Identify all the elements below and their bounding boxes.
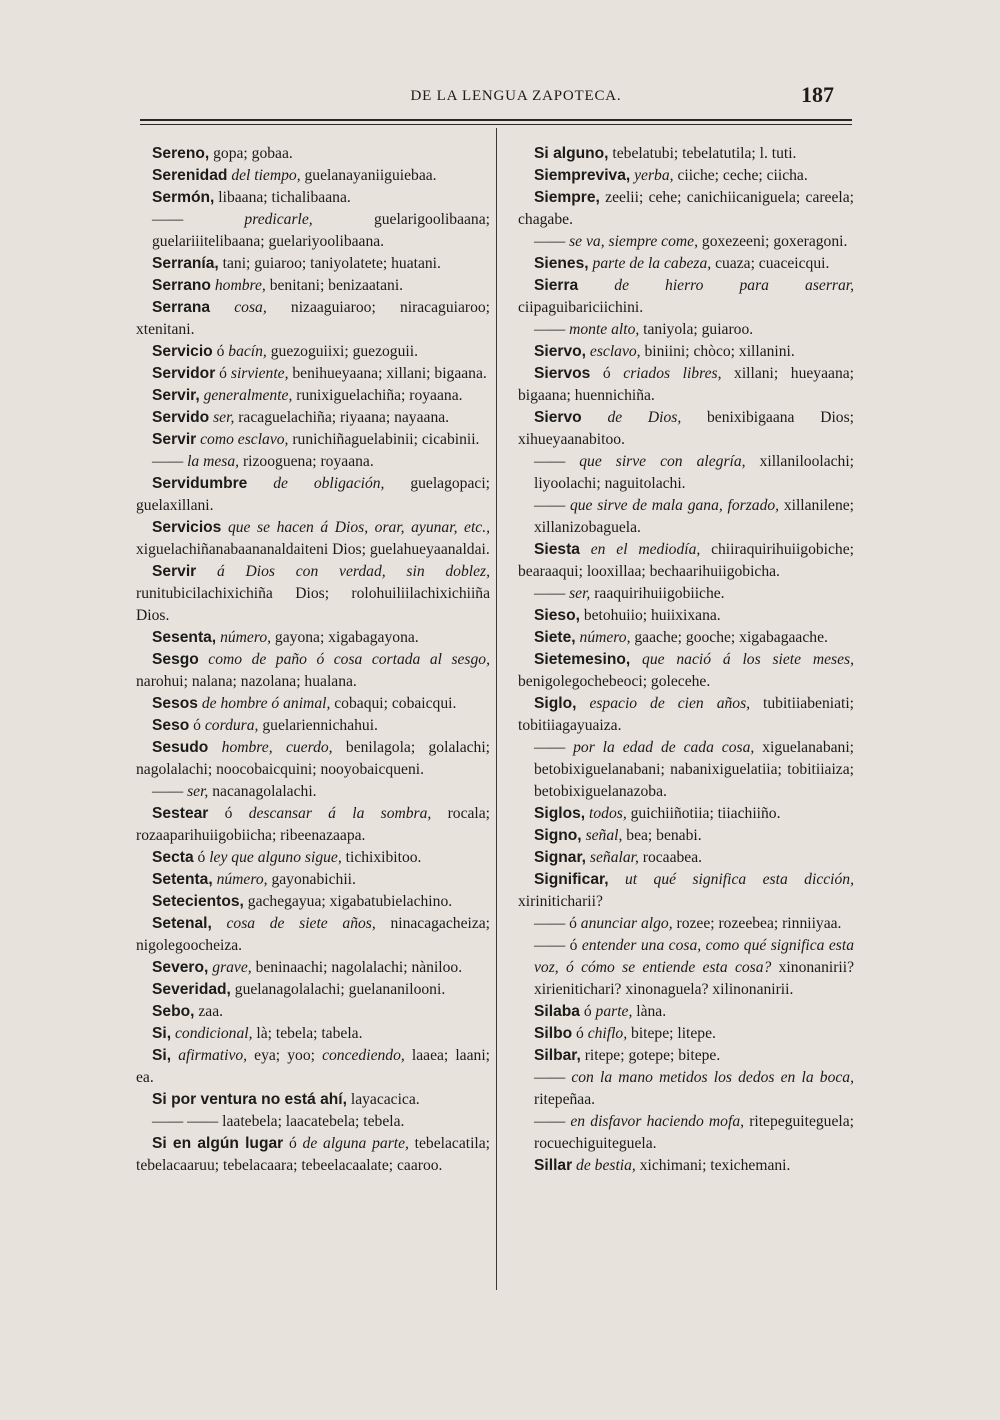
dictionary-entry (136, 209, 490, 253)
dictionary-entry (518, 1045, 854, 1067)
definition: tubitiiabeniati; tobitiiagayuaiza. (518, 695, 854, 734)
dictionary-entry (136, 957, 490, 979)
gloss: ley que alguno sigue, (209, 849, 342, 866)
definition: xinonanirii? xirienitichari? xinonaguela? xilinonanirii. (534, 959, 854, 998)
connector: —— ó (534, 915, 581, 932)
headword: Servido (152, 409, 210, 426)
headword: Siervo (534, 409, 582, 426)
connector: ó (283, 1135, 303, 1152)
definition: taniyola; guiaroo. (639, 321, 754, 338)
headword: Sesgo (152, 651, 199, 668)
definition: nacanagolalachi. (208, 783, 317, 800)
definition: benihueyaana; xillani; bigaana. (288, 365, 487, 382)
page-header (140, 82, 852, 116)
headword: Si por ventura no está ahí, (152, 1091, 347, 1108)
dictionary-entry (518, 913, 854, 935)
gloss: yerba, (634, 167, 674, 184)
dictionary-entry (136, 143, 490, 165)
definition: runitubicilachixichiña Dios; rolohuiliilachixichiiña Dios. (136, 585, 490, 624)
headword: Sestear (152, 805, 209, 822)
dictionary-entry (518, 165, 854, 187)
connector: ó (572, 1025, 588, 1042)
gloss: la mesa, (187, 453, 240, 470)
dictionary-entry (136, 517, 490, 561)
dictionary-entry (136, 1023, 490, 1045)
gloss: hombre, (214, 277, 266, 294)
headword: Servidumbre (152, 475, 248, 492)
definition: narohui; nalana; nazolana; hualana. (136, 673, 357, 690)
headword: Sesudo (152, 739, 209, 756)
connector (247, 475, 273, 492)
gloss: parte, (595, 1003, 633, 1020)
headword: Servir (152, 563, 197, 580)
headword: Sillar (534, 1157, 573, 1174)
connector (578, 277, 614, 294)
headword: Sienes, (534, 255, 589, 272)
gloss: esclavo, (589, 343, 641, 360)
gloss: ser, (187, 783, 209, 800)
dictionary-entry (136, 187, 490, 209)
gloss: en el mediodía, (590, 541, 701, 558)
definition: xillanilene; xillanizobaguela. (534, 497, 854, 536)
headword: Sietemesino, (534, 651, 631, 668)
gloss: entender una cosa, como qué significa esta voz, ó cómo se entiende esta cosa? (534, 937, 854, 976)
dictionary-entry (518, 1111, 854, 1155)
connector: —— —— (152, 1113, 223, 1130)
definition: xiguelachiñanabaananaldaiteni Dios; guelahueyaanaldai. (136, 541, 490, 558)
dictionary-entry (518, 451, 854, 495)
definition: tichixibitoo. (341, 849, 422, 866)
dictionary-entry (518, 495, 854, 539)
definition: racaguelachiña; riyaana; nayaana. (234, 409, 450, 426)
headword: Sereno, (152, 145, 210, 162)
gloss: que nació á los siete meses, (642, 651, 854, 668)
headword: Signo, (534, 827, 582, 844)
definition: ritepe; gotepe; bitepe. (580, 1047, 721, 1064)
dictionary-entry (518, 627, 854, 649)
page-number: 187 (801, 82, 834, 107)
connector (630, 651, 642, 668)
headword: Silbar, (534, 1047, 581, 1064)
headword: Sesos (152, 695, 198, 712)
connector: —— (534, 739, 574, 756)
dictionary-entry (136, 1089, 490, 1111)
definition: ninacagacheiza; nigolegoocheiza. (136, 915, 490, 954)
headword: Setenta, (152, 871, 213, 888)
dictionary-entry (136, 715, 490, 737)
dictionary-entry (136, 297, 490, 341)
dictionary-entry (518, 363, 854, 407)
connector: ó (193, 849, 210, 866)
dictionary-entry (136, 803, 490, 847)
definition: xiguelanabani; betobixiguelanabani; nabanixiguelatiia; tobitiiaiza; betobixiguelanazoba. (534, 739, 855, 800)
headword: Siempre, (534, 189, 600, 206)
gloss: ser, (213, 409, 235, 426)
dictionary-entry (136, 869, 490, 891)
gloss: con la mano metidos los dedos en la boca, (571, 1069, 854, 1086)
connector (199, 651, 209, 668)
gloss: grave, (212, 959, 252, 976)
gloss: ser, (569, 585, 591, 602)
headword: Si alguno, (534, 145, 609, 162)
dictionary-entry (518, 231, 854, 253)
definition: xiriniticharii? (518, 893, 603, 910)
definition: bitepe; litepe. (627, 1025, 716, 1042)
dictionary-entry (518, 605, 854, 627)
definition: gachegayua; xigabatubielachino. (243, 893, 453, 910)
dictionary-entry (136, 1001, 490, 1023)
headword: Sermón, (152, 189, 215, 206)
gloss: del tiempo, (231, 167, 301, 184)
definition: benitani; benizaatani. (265, 277, 404, 294)
definition: gayonabichii. (267, 871, 356, 888)
gloss: como de paño ó cosa cortada al sesgo, (208, 651, 490, 668)
definition: tebelacatila; tebelacaaruu; tebelacaara; tebeelacaalate; caaroo. (136, 1135, 491, 1174)
gloss: condicional, (174, 1025, 253, 1042)
connector: —— (534, 233, 570, 250)
definition: ritepeguiteguela; rocuechiguiteguela. (534, 1113, 854, 1152)
gloss: que sirve de mala gana, forzado, (569, 497, 780, 514)
dictionary-entry (518, 143, 854, 165)
headword: Sesenta, (152, 629, 217, 646)
headword: Significar, (534, 871, 609, 888)
connector: —— (534, 1113, 571, 1130)
definition: eya; yoo; (247, 1047, 323, 1064)
dictionary-entry (136, 781, 490, 803)
definition: gopa; gobaa. (209, 145, 293, 162)
connector: —— (534, 1069, 572, 1086)
dictionary-entry (518, 935, 854, 1001)
dictionary-entry (136, 363, 490, 385)
dictionary-entry (136, 693, 490, 715)
headword: Siervo, (534, 343, 587, 360)
headword: Serrana (152, 299, 211, 316)
connector: —— (534, 497, 570, 514)
dictionary-entry (518, 803, 854, 825)
connector: —— (152, 211, 245, 228)
definition: ritepeñaa. (534, 1091, 596, 1108)
connector (580, 541, 591, 558)
headword: Si, (152, 1047, 172, 1064)
connector (196, 563, 217, 580)
connector: ó (189, 717, 205, 734)
definition: zaa. (194, 1003, 224, 1020)
definition: tebelatubi; tebelatutila; l. tuti. (608, 145, 797, 162)
headword: Siervos (534, 365, 591, 382)
headword: Sieso, (534, 607, 580, 624)
headword: Servidor (152, 365, 216, 382)
definition: benilagola; golalachi; nagolalachi; noocobaicquini; nooyobaicqueni. (136, 739, 490, 778)
definition: xillaniloolachi; liyoolachi; naguitolachi. (534, 453, 855, 492)
gloss: que se hacen á Dios, orar, ayunar, etc., (227, 519, 490, 536)
headword: Severo, (152, 959, 209, 976)
connector (609, 871, 625, 888)
gloss: bacín, (228, 343, 267, 360)
headword: Sebo, (152, 1003, 195, 1020)
gloss: cordura, (204, 717, 259, 734)
definition: là; tebela; tabela. (252, 1025, 363, 1042)
connector: —— (534, 321, 570, 338)
dictionary-entry (518, 341, 854, 363)
dictionary-entry (518, 825, 854, 847)
gloss: en disfavor haciendo mofa, (570, 1113, 745, 1130)
gloss: señalar, (589, 849, 639, 866)
headword: Severidad, (152, 981, 231, 998)
headword: Siesta (534, 541, 580, 558)
definition: gayona; xigabagayona. (271, 629, 419, 646)
connector (208, 739, 221, 756)
dictionary-entry (518, 275, 854, 319)
connector: ó (212, 343, 229, 360)
headword: Siglo, (534, 695, 577, 712)
gloss: monte alto, (569, 321, 640, 338)
dictionary-entry (136, 385, 490, 407)
gloss: de obligación, (273, 475, 385, 492)
dictionary-entry (518, 1023, 854, 1045)
gloss: hombre, cuerdo, (221, 739, 333, 756)
dictionary-entry (518, 737, 854, 803)
definition: benixibigaana Dios; xihueyaanabitoo. (518, 409, 854, 448)
dictionary-entry (136, 737, 490, 781)
dictionary-entry (136, 649, 490, 693)
headword: Servir (152, 431, 197, 448)
connector: —— (152, 783, 188, 800)
headword: Serranía, (152, 255, 219, 272)
headword: Siempreviva, (534, 167, 631, 184)
dictionary-entry (518, 583, 854, 605)
gloss: señal, (585, 827, 623, 844)
connector (582, 409, 608, 426)
gloss: parte de la cabeza, (592, 255, 712, 272)
gloss: número, (220, 629, 272, 646)
headword: Serenidad (152, 167, 228, 184)
gloss: á Dios con verdad, sin doblez, (216, 563, 490, 580)
header-rule-thick (140, 119, 852, 121)
connector (212, 915, 227, 932)
dictionary-entry (136, 407, 490, 429)
gloss: se va, siempre come, (569, 233, 698, 250)
gloss: sirviente, (230, 365, 289, 382)
gloss: todos, (589, 805, 627, 822)
gloss: de hierro para aserrar, (614, 277, 854, 294)
gloss: número, (216, 871, 268, 888)
gloss: generalmente, (203, 387, 293, 404)
dictionary-entry (518, 253, 854, 275)
definition: runichiñaguelabinii; cicabinii. (288, 431, 480, 448)
definition: zeelii; cehe; canichiicaniguela; careela; chagabe. (518, 189, 854, 228)
definition: chiiraquirihuiigobiche; bearaaqui; looxillaa; bechaarihuiigobicha. (518, 541, 854, 580)
gloss: cosa, (234, 299, 267, 316)
definition: cuaza; cuaceicqui. (711, 255, 830, 272)
connector: —— (152, 453, 188, 470)
gloss: por la edad de cada cosa, (573, 739, 755, 756)
column-divider (496, 128, 497, 1290)
definition: làna. (632, 1003, 667, 1020)
gloss: de Dios, (607, 409, 682, 426)
definition: gaache; gooche; xigabagaache. (630, 629, 828, 646)
connector: —— (534, 453, 580, 470)
dictionary-entry (136, 451, 490, 473)
definition: tani; guiaroo; taniyolatete; huatani. (218, 255, 441, 272)
dictionary-entry (136, 1111, 490, 1133)
gloss: criados libres, (623, 365, 722, 382)
dictionary-entry (136, 165, 490, 187)
definition: guezoguiixi; guezoguii. (266, 343, 418, 360)
dictionary-entry (518, 407, 854, 451)
gloss: de hombre ó animal, (201, 695, 331, 712)
dictionary-entry (136, 1133, 490, 1177)
dictionary-entry (518, 649, 854, 693)
dictionary-entry (136, 561, 490, 627)
gloss: concediendo, (322, 1047, 405, 1064)
definition: guelanagolalachi; guelananilooni. (230, 981, 446, 998)
definition: laaea; laani; ea. (136, 1047, 490, 1086)
headword: Siglos, (534, 805, 586, 822)
dictionary-entry (518, 847, 854, 869)
headword: Secta (152, 849, 194, 866)
gloss: cosa de siete años, (226, 915, 376, 932)
dictionary-entry (518, 1001, 854, 1023)
running-title: DE LA LENGUA ZAPOTECA. (410, 88, 622, 104)
gloss: anunciar algo, (580, 915, 673, 932)
definition: beninaachi; nagolalachi; nàniloo. (251, 959, 463, 976)
headword: Si en algún lugar (152, 1135, 284, 1152)
dictionary-entry (136, 473, 490, 517)
left-column (136, 143, 490, 1177)
gloss: de bestia, (576, 1157, 636, 1174)
connector (210, 299, 234, 316)
headword: Setenal, (152, 915, 212, 932)
definition: layacacica. (346, 1091, 420, 1108)
definition: ciiche; ceche; ciicha. (673, 167, 808, 184)
dictionary-entry (518, 869, 854, 913)
definition: guelanayaniiguiebaa. (300, 167, 437, 184)
definition: ciipaguibariciichini. (518, 299, 644, 316)
definition: xichimani; texichemani. (635, 1157, 791, 1174)
headword: Servicio (152, 343, 213, 360)
definition: libaana; tichalibaana. (214, 189, 351, 206)
gloss: chiflo, (587, 1025, 628, 1042)
definition: rocaabea. (638, 849, 703, 866)
dictionary-entry (136, 341, 490, 363)
gloss: afirmativo, (178, 1047, 248, 1064)
definition: biniini; chòco; xillanini. (640, 343, 795, 360)
definition: runixiguelachiña; royaana. (292, 387, 463, 404)
definition: cobaqui; cobaicqui. (330, 695, 457, 712)
connector: ó (215, 365, 231, 382)
headword: Sierra (534, 277, 579, 294)
connector: ó (208, 805, 249, 822)
definition: betohuiio; huiixixana. (579, 607, 721, 624)
connector: ó (579, 1003, 596, 1020)
connector: ó (590, 365, 624, 382)
definition: xillani; hueyaana; bigaana; huennichiña. (518, 365, 854, 404)
header-rule-thin (140, 124, 852, 125)
connector: —— ó (534, 937, 582, 954)
definition: raaquirihuiigobiiche. (590, 585, 725, 602)
headword: Serrano (152, 277, 211, 294)
gloss: de alguna parte, (302, 1135, 409, 1152)
connector (576, 695, 589, 712)
dictionary-entry (136, 627, 490, 649)
definition: guelariennichahui. (258, 717, 378, 734)
definition: laatebela; laacatebela; tebela. (222, 1113, 405, 1130)
definition: guelarigoolibaana; guelariiitelibaana; guelariyoolibaana. (152, 211, 490, 250)
dictionary-entry (136, 891, 490, 913)
connector (221, 519, 228, 536)
definition: rocala; rozaaparihuiigobiicha; ribeenazaapa. (136, 805, 491, 844)
dictionary-entry (136, 913, 490, 957)
dictionary-entry (136, 979, 490, 1001)
gloss: descansar á la sombra, (248, 805, 432, 822)
definition: rozee; rozeebea; rinniiyaa. (672, 915, 842, 932)
gloss: espacio de cien años, (589, 695, 751, 712)
dictionary-entry (136, 253, 490, 275)
gloss: número, (579, 629, 631, 646)
headword: Servicios (152, 519, 222, 536)
definition: nizaaguiaroo; niracaguiaroo; xtenitani. (136, 299, 490, 338)
headword: Si, (152, 1025, 172, 1042)
definition: goxezeeni; goxeragoni. (698, 233, 848, 250)
dictionary-entry (518, 539, 854, 583)
definition: guichiiñotiia; tiiachiiño. (626, 805, 781, 822)
dictionary-entry (518, 319, 854, 341)
definition: guelagopaci; guelaxillani. (136, 475, 490, 514)
dictionary-entry (518, 1155, 854, 1177)
dictionary-entry (136, 1045, 490, 1089)
gloss: que sirve con alegría, (579, 453, 746, 470)
headword: Setecientos, (152, 893, 244, 910)
dictionary-entry (136, 429, 490, 451)
definition: rizooguena; royaana. (239, 453, 374, 470)
headword: Signar, (534, 849, 586, 866)
headword: Silaba (534, 1003, 580, 1020)
headword: Silbo (534, 1025, 573, 1042)
dictionary-entry (136, 275, 490, 297)
dictionary-entry (518, 1067, 854, 1111)
gloss: predicarle, (244, 211, 313, 228)
definition: bea; benabi. (622, 827, 702, 844)
right-column (518, 143, 854, 1177)
definition: benigolegochebeoci; golecehe. (518, 673, 711, 690)
headword: Siete, (534, 629, 576, 646)
connector: —— (534, 585, 570, 602)
gloss: ut qué significa esta dicción, (624, 871, 854, 888)
headword: Seso (152, 717, 190, 734)
dictionary-entry (136, 847, 490, 869)
dictionary-entry (518, 187, 854, 231)
dictionary-entry (518, 693, 854, 737)
gloss: como esclavo, (200, 431, 289, 448)
headword: Servir, (152, 387, 200, 404)
